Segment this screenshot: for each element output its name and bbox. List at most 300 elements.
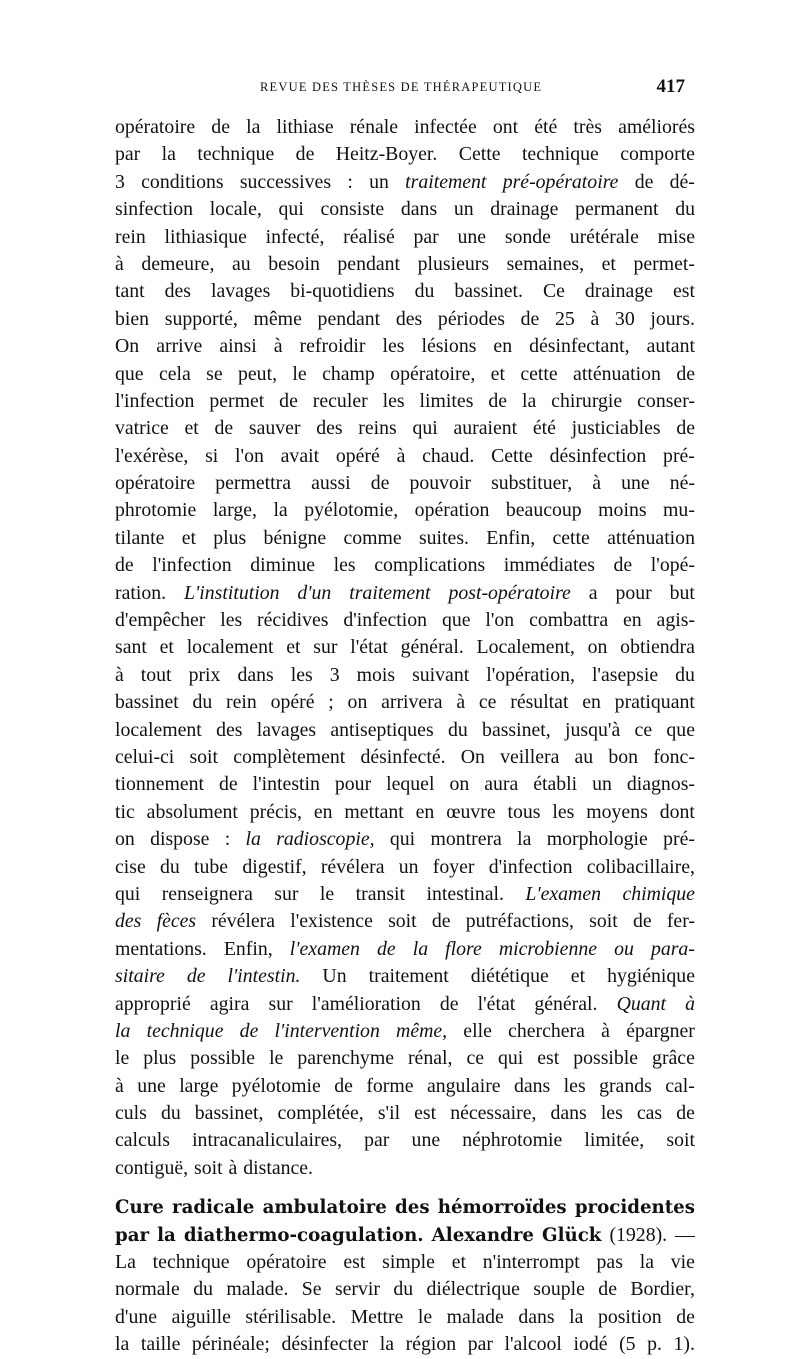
word: moyens	[586, 800, 648, 823]
word: possible	[573, 1047, 639, 1070]
word: Un	[322, 965, 347, 988]
word: est	[414, 1102, 437, 1125]
word: de	[295, 143, 315, 166]
word: soit	[189, 745, 219, 768]
word: révélera	[320, 855, 385, 878]
word: et	[490, 362, 505, 385]
word: atténuation	[607, 526, 695, 549]
word: cal-	[665, 1074, 695, 1097]
word: un	[398, 855, 419, 878]
word: une	[621, 472, 650, 495]
word: à	[592, 472, 601, 495]
word: plus	[213, 526, 247, 549]
word: du	[675, 663, 695, 686]
word: à	[115, 1074, 124, 1097]
word: pouvoir	[409, 472, 472, 495]
word: d'une	[115, 1305, 158, 1328]
word: l'intestin.	[227, 965, 301, 988]
word: que	[441, 609, 471, 632]
word: combattra	[529, 609, 609, 632]
word: des	[216, 718, 243, 741]
word: en	[415, 800, 435, 823]
text-line	[115, 771, 695, 798]
word: cela	[158, 362, 191, 385]
word: même,	[396, 1019, 448, 1042]
word: iodé	[573, 1333, 608, 1356]
word: sonde	[504, 225, 551, 248]
word: en	[623, 609, 642, 632]
word: la	[521, 389, 537, 412]
word: infecté,	[265, 225, 325, 248]
word: lavages	[256, 718, 317, 741]
word: soit	[194, 1156, 223, 1179]
word: le	[417, 1305, 433, 1328]
word: large	[179, 1074, 219, 1097]
word: que	[115, 362, 144, 385]
text-line	[115, 333, 695, 360]
word: le	[115, 1047, 130, 1070]
word: complètement	[233, 745, 346, 768]
word: lithiasique	[164, 225, 247, 248]
word: le	[292, 362, 307, 385]
text-line	[115, 470, 695, 497]
word: récidives	[257, 609, 329, 632]
word: ce	[634, 718, 653, 741]
word: culs	[115, 1102, 147, 1125]
text-line	[115, 744, 695, 771]
word: para-	[650, 937, 695, 960]
word: d'infection	[343, 609, 428, 632]
word: nécessaire,	[450, 1102, 537, 1125]
word: technique	[146, 1019, 224, 1042]
word: pyélotomie	[231, 1074, 321, 1097]
word: drainage	[584, 280, 654, 303]
text-line	[115, 991, 695, 1018]
word: diathermo-coagulation.	[183, 1224, 424, 1246]
word: du	[160, 1102, 181, 1125]
word: d'un	[297, 581, 332, 604]
word: du	[192, 691, 213, 714]
word: technique	[197, 143, 275, 166]
word: permet-	[633, 252, 695, 275]
word: de	[211, 116, 230, 138]
word: on	[587, 636, 608, 659]
word: de	[634, 170, 654, 193]
word: à	[273, 335, 283, 358]
word: dont	[659, 800, 695, 823]
word: procidentes	[574, 1197, 695, 1219]
word: à	[115, 252, 124, 275]
word: fèces	[156, 910, 197, 933]
word: des	[395, 1197, 430, 1219]
body-text	[115, 114, 695, 1359]
word: à	[590, 307, 600, 330]
word: chimique	[622, 882, 695, 905]
word: soit	[388, 910, 417, 933]
word: fer-	[666, 910, 695, 933]
running-title: REVUE DES THÈSES DE THÉRAPEUTIQUE	[260, 80, 543, 94]
text-line	[115, 169, 695, 196]
word: ce	[478, 691, 497, 714]
word: un	[592, 773, 612, 796]
word: mentations.	[115, 937, 207, 960]
word: l'état	[477, 992, 516, 1015]
word: infectée	[414, 116, 477, 138]
word: l'on	[235, 444, 264, 467]
word: soit	[589, 910, 618, 933]
word: la	[273, 499, 288, 522]
word: d'infection	[488, 855, 573, 878]
word: par	[413, 225, 439, 248]
word: elle	[463, 1019, 492, 1042]
word: pré-	[663, 444, 695, 467]
text-line	[115, 1222, 695, 1249]
word: traitement	[349, 581, 431, 604]
word: conser-	[637, 389, 695, 412]
word: reculer	[312, 389, 368, 412]
word: l'état	[350, 636, 388, 659]
word: une	[457, 225, 487, 248]
word: digestif,	[242, 855, 307, 878]
text-line	[115, 497, 695, 524]
word: diminue	[250, 554, 316, 577]
word: lavages	[210, 280, 271, 303]
word: les	[600, 1102, 623, 1125]
text-line	[115, 963, 695, 990]
word: bon	[608, 745, 639, 768]
word: des	[164, 280, 191, 303]
word: l'asepsie	[591, 663, 659, 686]
word: rein	[115, 225, 146, 248]
word: désinfectant,	[529, 335, 630, 358]
word: désinfecter	[281, 1333, 369, 1356]
word: comporte	[620, 143, 695, 166]
word: opératoire	[246, 1251, 327, 1274]
word: dans	[518, 1305, 555, 1328]
word: localement	[115, 718, 202, 741]
word: la	[379, 1333, 395, 1356]
word: Mettre	[350, 1305, 404, 1328]
word: celui-ci	[115, 745, 175, 768]
word: (1928).	[609, 1223, 668, 1246]
word: ou	[614, 937, 634, 960]
word: chaud.	[422, 444, 475, 467]
word: champ	[322, 362, 375, 385]
word: (5	[619, 1333, 636, 1356]
running-header	[115, 76, 685, 100]
word: qui	[389, 828, 416, 851]
word: Localement,	[476, 636, 575, 659]
word: locale,	[209, 198, 262, 221]
text-line	[115, 1100, 695, 1127]
word: de	[520, 307, 540, 330]
word: reins	[358, 417, 397, 440]
word: ration.	[115, 581, 167, 604]
word: souple	[533, 1278, 585, 1301]
word: de	[676, 362, 695, 385]
word: qui	[412, 417, 438, 440]
word: traitement	[368, 965, 449, 988]
text-line	[115, 607, 695, 634]
word: périodes	[437, 307, 505, 330]
word: et	[286, 636, 301, 659]
word: vie	[670, 1251, 695, 1274]
word: l'infection	[152, 554, 232, 577]
word: Se	[301, 1278, 322, 1301]
word: grands	[599, 1074, 652, 1097]
word: même	[253, 307, 302, 330]
word: par	[467, 1333, 493, 1356]
word: pendant	[337, 252, 401, 275]
word: Enfin,	[223, 937, 273, 960]
word: général.	[534, 992, 598, 1015]
word: 3	[115, 170, 125, 193]
word: opératoire	[115, 116, 196, 138]
word: si	[205, 444, 219, 467]
word: fonc-	[653, 745, 695, 768]
text-line	[115, 443, 695, 470]
word: rein	[226, 691, 257, 714]
word: en	[313, 800, 333, 823]
word: précis,	[249, 800, 302, 823]
word: les	[382, 335, 405, 358]
word: la	[157, 1224, 176, 1246]
word: le	[269, 1047, 284, 1070]
word: pré-	[663, 828, 695, 851]
word: on	[449, 773, 470, 796]
word: dispose	[150, 828, 210, 851]
word: Quant	[616, 992, 667, 1015]
word: demeure,	[141, 252, 215, 275]
word: conditions	[141, 170, 224, 193]
word: distance.	[243, 1156, 314, 1179]
word: 30	[614, 307, 635, 330]
word: limitée,	[584, 1129, 645, 1152]
word: on	[115, 828, 135, 851]
word: diagnos-	[626, 773, 695, 796]
word: de	[115, 554, 134, 577]
word: atténuation	[573, 362, 661, 385]
word: pré-opératoire	[502, 170, 619, 193]
text-line	[115, 196, 695, 223]
word: l'intervention	[274, 1019, 380, 1042]
word: les	[563, 1074, 586, 1097]
word: approprié	[115, 992, 191, 1015]
word: diététique	[470, 965, 549, 988]
word: que	[666, 718, 695, 741]
word: de	[676, 1305, 695, 1328]
word: l'alcool	[504, 1333, 562, 1356]
word: montrera	[430, 828, 502, 851]
word: tant	[115, 280, 145, 303]
word: renseignera	[161, 882, 253, 905]
word: Heitz-Boyer.	[335, 143, 438, 166]
word: but	[669, 581, 695, 604]
word: région	[405, 1333, 457, 1356]
word: l'examen	[289, 937, 360, 960]
word: dans	[513, 1074, 551, 1097]
text-line	[115, 1018, 695, 1045]
word: soit	[666, 1129, 695, 1152]
word: refroidir	[299, 335, 366, 358]
word: pas	[596, 1251, 623, 1274]
word: tout	[140, 663, 172, 686]
word: dans	[400, 198, 438, 221]
word: obtiendra	[620, 636, 695, 659]
word: résultat	[510, 691, 569, 714]
text-line	[115, 881, 695, 908]
text-line	[115, 1194, 695, 1221]
text-line	[115, 224, 695, 251]
word: dans	[237, 663, 274, 686]
word: œuvre	[446, 800, 496, 823]
word: autant	[646, 335, 695, 358]
word: la	[639, 1251, 654, 1274]
word: les	[382, 389, 405, 412]
word: sauver	[248, 417, 301, 440]
word: chirurgie	[551, 389, 623, 412]
word: beaucoup	[505, 499, 582, 522]
word: l'infection	[115, 389, 195, 412]
word: la	[161, 143, 176, 166]
word: à	[685, 992, 695, 1015]
word: désinfection	[549, 444, 647, 467]
word: lequel	[386, 773, 435, 796]
word: mettant	[344, 800, 404, 823]
word: réalisé	[343, 225, 395, 248]
text-line	[115, 251, 695, 278]
word: avait	[280, 444, 320, 467]
word: pyélotomie,	[304, 499, 399, 522]
word: L'institution	[184, 581, 280, 604]
word: l'existence	[290, 910, 373, 933]
word: la	[246, 116, 261, 138]
word: la	[115, 1333, 130, 1356]
word: ont	[492, 116, 519, 138]
word: 1).	[673, 1333, 695, 1356]
word: dé-	[669, 170, 695, 193]
word: Ce	[542, 280, 565, 303]
word: foyer	[432, 855, 475, 878]
word: mise	[657, 225, 695, 248]
page-number: 417	[656, 76, 685, 97]
text-line	[115, 908, 695, 935]
text-line	[115, 306, 695, 333]
word: limites	[419, 389, 474, 412]
word: besoin	[268, 252, 320, 275]
word: à	[115, 663, 124, 686]
word: de	[632, 910, 652, 933]
word: veillera	[500, 745, 560, 768]
word: se	[206, 362, 223, 385]
word: calculs	[115, 1129, 170, 1152]
word: permet	[209, 389, 265, 412]
word: par	[364, 1129, 390, 1152]
word: de	[376, 937, 396, 960]
word: par	[115, 1224, 150, 1246]
word: substituer,	[491, 472, 573, 495]
word: Glück	[542, 1224, 602, 1246]
word: améliorés	[618, 116, 695, 138]
word: cette	[552, 526, 590, 549]
word: général.	[400, 636, 464, 659]
word: —	[675, 1223, 695, 1246]
word: Alexandre	[431, 1224, 534, 1246]
word: à	[456, 691, 466, 714]
word: de	[239, 1019, 259, 1042]
word: On	[460, 745, 485, 768]
word: jusqu'à	[565, 718, 621, 741]
word: intracanaliculaires,	[192, 1129, 342, 1152]
word: a	[588, 581, 598, 604]
word: opératoire,	[390, 362, 476, 385]
word: tube	[194, 855, 229, 878]
word: vatrice	[115, 417, 169, 440]
word: microbienne	[498, 937, 598, 960]
word: le	[319, 882, 335, 905]
word: post-opératoire	[448, 581, 571, 604]
word: successives	[239, 170, 332, 193]
word: et	[601, 252, 616, 275]
word: un	[369, 170, 389, 193]
word: transit	[355, 882, 406, 905]
word: en	[582, 691, 601, 714]
word: diélectrique	[426, 1278, 520, 1301]
word: du	[414, 280, 435, 303]
word: des	[316, 417, 343, 440]
word: rénal,	[407, 1047, 453, 1070]
word: sinfection	[115, 198, 194, 221]
word: complications	[374, 554, 486, 577]
word: qui	[497, 1047, 524, 1070]
word: tilante	[115, 526, 165, 549]
word: Bordier,	[630, 1278, 695, 1301]
word: radicale	[172, 1197, 255, 1219]
word: tionnement	[115, 773, 204, 796]
word: morphologie	[546, 828, 648, 851]
word: p.	[647, 1333, 662, 1356]
text-line	[115, 580, 695, 607]
word: peut,	[238, 362, 278, 385]
word: absolument	[146, 800, 238, 823]
word: consiste	[320, 198, 385, 221]
word: sant	[115, 636, 147, 659]
word: arrivera	[381, 691, 443, 714]
word: forme	[366, 1074, 414, 1097]
word: par	[115, 143, 141, 166]
word: à	[228, 1156, 238, 1179]
word: opéré	[270, 691, 315, 714]
word: opéré	[335, 444, 380, 467]
text-line	[115, 114, 695, 141]
word: un	[453, 198, 474, 221]
word: de	[439, 992, 459, 1015]
word: des	[115, 910, 142, 933]
word: qui	[115, 882, 141, 905]
word: technique	[521, 143, 599, 166]
word: les	[552, 800, 575, 823]
word: de	[279, 389, 298, 412]
text-line	[115, 1045, 695, 1072]
word: des	[395, 307, 423, 330]
word: est	[537, 1047, 560, 1070]
word: aiguille	[171, 1305, 231, 1328]
word: cise	[115, 855, 146, 878]
word: antiseptiques	[330, 718, 434, 741]
word: bassinet.	[454, 280, 524, 303]
word: pour	[334, 773, 372, 796]
word: Enfin,	[486, 526, 536, 549]
